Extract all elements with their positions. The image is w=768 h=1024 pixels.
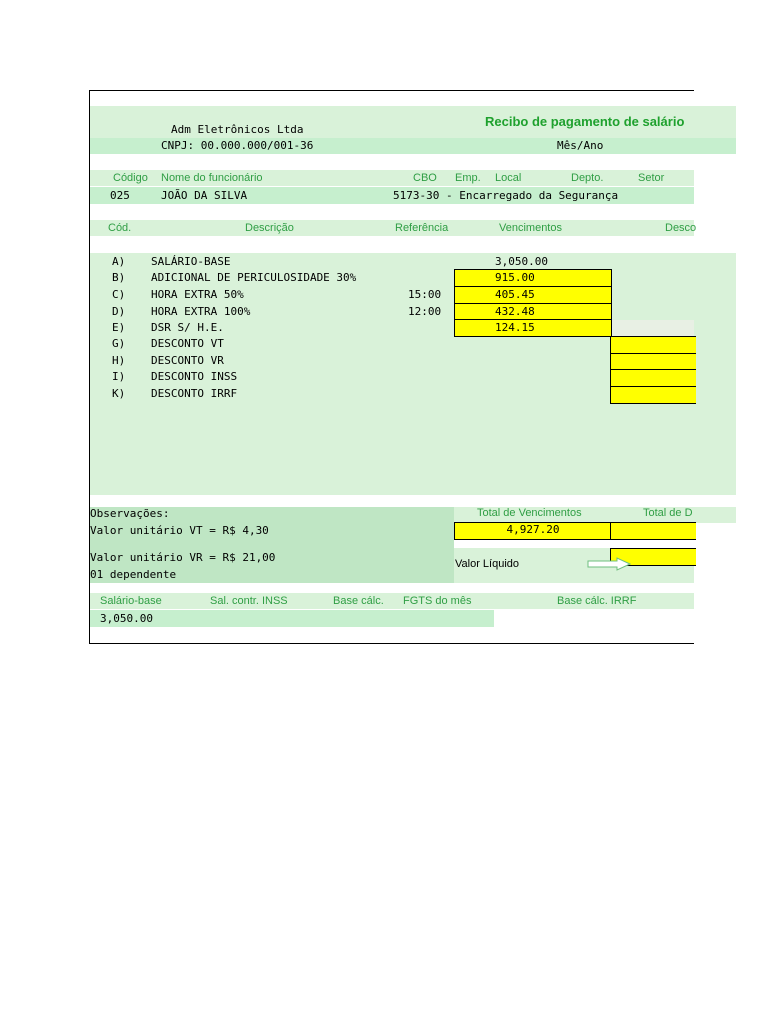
item-description: DESCONTO VR [151, 354, 224, 367]
item-code: D) [112, 305, 126, 318]
total-earnings-value: 4,927.20 [506, 523, 560, 536]
observation-dependents: 01 dependente [90, 568, 177, 581]
item-code: B) [112, 271, 126, 284]
header-reference: Referência [395, 222, 449, 234]
header-local: Local [495, 172, 522, 184]
item-description: DSR S/ H.E. [151, 321, 224, 334]
item-earnings: 915.00 [495, 271, 535, 284]
employee-code: 025 [110, 189, 130, 202]
item-reference: 15:00 [408, 288, 442, 301]
item-description: HORA EXTRA 50% [151, 288, 244, 301]
header-code: Código [113, 172, 148, 184]
footer-inss-base-label: Sal. contr. INSS [210, 595, 288, 607]
header-emp: Emp. [455, 172, 481, 184]
item-reference: 12:00 [408, 305, 442, 318]
header-employee-name: Nome do funcionário [161, 172, 263, 184]
footer-base-salary-value: 3,050.00 [100, 612, 153, 625]
items-header-band [90, 220, 697, 236]
company-cnpj: CNPJ: 00.000.000/001-36 [161, 139, 314, 152]
total-earnings-cell [454, 522, 612, 540]
footer-irrf-base-label: Base cálc. IRRF [557, 595, 637, 607]
footer-fgts-label: FGTS do mês [403, 595, 472, 607]
item-description: DESCONTO INSS [151, 370, 238, 383]
observations-label: Observações: [90, 507, 170, 520]
item-code: G) [112, 337, 126, 350]
total-deductions-cell [610, 522, 696, 540]
header-description: Descrição [245, 222, 294, 234]
dsr-deduction-cell [611, 320, 694, 336]
item-description: DESCONTO IRRF [151, 387, 238, 400]
item-code: E) [112, 321, 126, 334]
observation-vt: Valor unitário VT = R$ 4,30 [90, 524, 269, 537]
footer-base-salary-label: Salário-base [100, 595, 162, 607]
deduction-cell-k [610, 386, 696, 404]
company-name: Adm Eletrônicos Ltda [171, 123, 304, 136]
month-year-label: Mês/Ano [557, 139, 604, 152]
item-code: I) [112, 370, 126, 383]
item-earnings: 3,050.00 [495, 255, 548, 268]
deduction-cell-g [610, 336, 696, 354]
arrow-right-icon [587, 557, 631, 574]
item-description: ADICIONAL DE PERICULOSIDADE 30% [151, 271, 357, 284]
item-code: C) [112, 288, 126, 301]
receipt-title: Recibo de pagamento de salário [485, 114, 685, 129]
observation-vr: Valor unitário VR = R$ 21,00 [90, 551, 276, 564]
item-code: H) [112, 354, 126, 367]
bottom-border [90, 643, 694, 644]
item-earnings: 405.45 [495, 288, 535, 301]
item-code: A) [112, 255, 126, 268]
footer-calc-base-label: Base cálc. [333, 595, 384, 607]
top-border [90, 90, 694, 91]
total-deductions-label: Total de D [643, 507, 693, 519]
item-earnings: 124.15 [495, 321, 535, 334]
header-sector: Setor [638, 172, 665, 184]
header-dept: Depto. [571, 172, 604, 184]
deduction-cell-i [610, 369, 696, 387]
item-description: SALÁRIO-BASE [151, 255, 231, 268]
header-cbo: CBO [413, 172, 437, 184]
net-value-label: Valor Líquido [455, 558, 520, 570]
item-earnings: 432.48 [495, 305, 535, 318]
employee-cbo-role: 5173-30 - Encarregado da Segurança [393, 189, 619, 202]
total-earnings-label: Total de Vencimentos [477, 507, 582, 519]
header-item-code: Cód. [108, 222, 132, 234]
header-deductions: Desco [665, 222, 697, 234]
item-description: HORA EXTRA 100% [151, 305, 251, 318]
header-earnings: Vencimentos [499, 222, 562, 234]
employee-name: JOÃO DA SILVA [161, 189, 248, 202]
item-description: DESCONTO VT [151, 337, 224, 350]
item-code: K) [112, 387, 126, 400]
